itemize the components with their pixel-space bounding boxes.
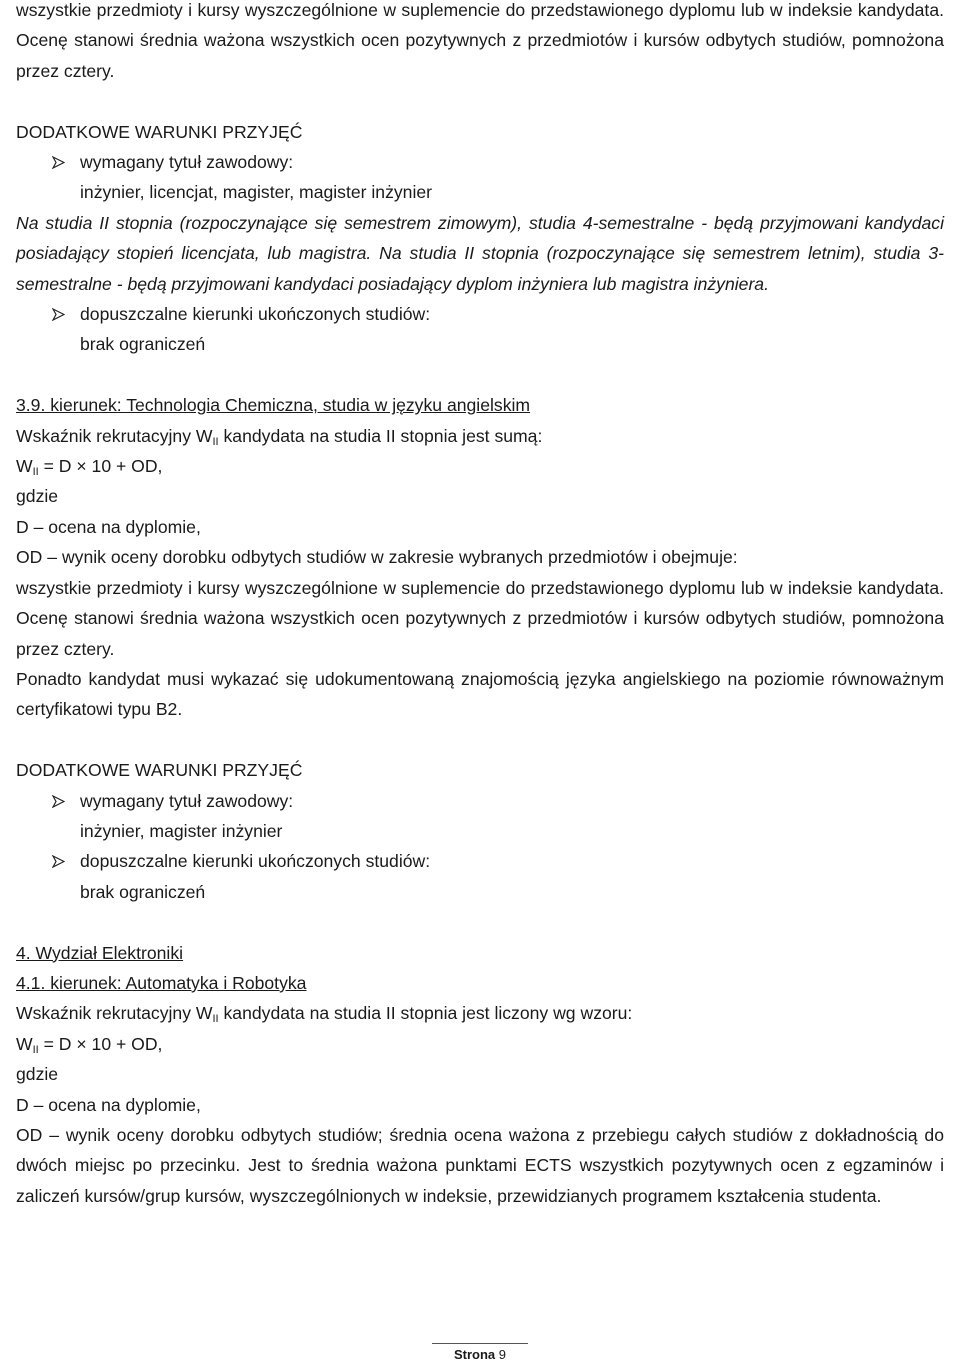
w-rest: kandydata na studia II stopnia jest liczony wg wzoru: — [218, 1003, 633, 1024]
d-definition: D – ocena na dyplomie, — [16, 516, 201, 537]
allowed-fields-value: brak ograniczeń — [80, 334, 206, 355]
formula-subscript: II — [32, 466, 39, 479]
arrowhead-bullet-icon — [52, 795, 65, 808]
section-3-9-title: 3.9. kierunek: Technologia Chemiczna, studia w języku angielskim — [16, 395, 531, 416]
formula — [16, 1029, 944, 1059]
bullet-allowed-fields — [16, 846, 944, 876]
additional-conditions-heading: DODATKOWE WARUNKI PRZYJĘĆ — [16, 760, 303, 781]
gdzie-label: gdzie — [16, 486, 59, 507]
paragraph-ocena-continued: wszystkie przedmioty i kursy wyszczególnione w suplemencie do przedstawionego dyplomu lub w indeksie kandydata. Ocenę stanowi średnia ważona wszystkich ocen pozytywnych z przedmiotów i kursów odbytych studiów, pomnożona przez cztery. — [16, 0, 944, 81]
gdzie-label: gdzie — [16, 1064, 59, 1085]
formula-rest: = D × 10 + OD, — [38, 456, 163, 477]
w-text: Wskaźnik rekrutacyjny W — [16, 425, 213, 446]
page-number: 9 — [498, 1347, 507, 1362]
formula — [16, 451, 944, 481]
allowed-fields-value: brak ograniczeń — [80, 881, 206, 902]
document-page — [16, 0, 944, 1211]
paragraph-ocena: wszystkie przedmioty i kursy wyszczególnione w suplemencie do przedstawionego dyplomu lub w indeksie kandydata. Ocenę stanowi średnia ważona wszystkich ocen pozytywnych z przedmiotów i kursów odbytych studiów, pomnożona przez cztery. — [16, 577, 944, 659]
section-4-title: 4. Wydział Elektroniki — [16, 942, 184, 963]
recruitment-index-sentence — [16, 998, 944, 1028]
recruitment-index-sentence — [16, 421, 944, 451]
bullet-required-degree — [16, 147, 944, 177]
od-definition: OD – wynik oceny dorobku odbytych studiów w zakresie wybranych przedmiotów i obejmuje: — [16, 547, 738, 568]
formula-subscript: II — [32, 1043, 39, 1056]
w-subscript: II — [212, 435, 219, 448]
required-degree-value: inżynier, magister inżynier — [80, 820, 283, 841]
formula-w: W — [16, 456, 33, 477]
bullet-label: wymagany tytuł zawodowy: — [80, 790, 294, 811]
arrowhead-bullet-icon — [52, 308, 65, 321]
required-degree-value: inżynier, licencjat, magister, magister inżynier — [80, 182, 433, 203]
paragraph-english-requirement: Ponadto kandydat musi wykazać się udokumentowaną znajomością języka angielskiego na poziomie równoważnym certyfikatowi typu B2. — [16, 668, 944, 720]
bullet-label: wymagany tytuł zawodowy: — [80, 152, 294, 173]
w-rest: kandydata na studia II stopnia jest sumą: — [218, 425, 543, 446]
bullet-label: dopuszczalne kierunki ukończonych studiów: — [80, 851, 431, 872]
bullet-allowed-fields — [16, 299, 944, 329]
additional-conditions-heading: DODATKOWE WARUNKI PRZYJĘĆ — [16, 121, 303, 142]
italic-paragraph-study-modes — [16, 208, 944, 299]
page-footer — [0, 1346, 960, 1364]
formula-rest: = D × 10 + OD, — [38, 1033, 163, 1054]
formula-w: W — [16, 1033, 33, 1054]
italic-paragraph-part-a: Na studia II stopnia (rozpoczynające się semestrem zimowym), studia 4-semestralne - będą przyjmowani kandydaci posiadający stopień licencjata, lub magistra. — [16, 212, 944, 264]
w-subscript: II — [212, 1013, 219, 1026]
od-paragraph: OD – wynik oceny dorobku odbytych studiów; średnia ocena ważona z przebiegu całych studiów z dokładnością do dwóch miejsc po przecinku. Jest to średnia ważona punktami ECTS wszystkich pozytywnych ocen z egzaminów i zaliczeń kursów/grup kursów, wyszczególnionych w indeksie, przewidzianych programem kształcenia studenta. — [16, 1124, 944, 1206]
bullet-required-degree — [16, 786, 944, 816]
arrowhead-bullet-icon — [52, 855, 65, 868]
section-4-1-title: 4.1. kierunek: Automatyka i Robotyka — [16, 972, 307, 993]
bullet-label: dopuszczalne kierunki ukończonych studiów: — [80, 304, 431, 325]
footer-rule — [432, 1343, 528, 1344]
page-label: Strona — [453, 1347, 496, 1362]
w-text: Wskaźnik rekrutacyjny W — [16, 1003, 213, 1024]
italic-paragraph-part-b: Na studia II stopnia (rozpoczynające się semestrem letnim), studia 3-semestralne - będą przyjmowani kandydaci posiadający dyplom inżyniera lub magistra inżyniera. — [16, 243, 944, 294]
d-definition: D – ocena na dyplomie, — [16, 1094, 201, 1115]
arrowhead-bullet-icon — [52, 156, 65, 169]
